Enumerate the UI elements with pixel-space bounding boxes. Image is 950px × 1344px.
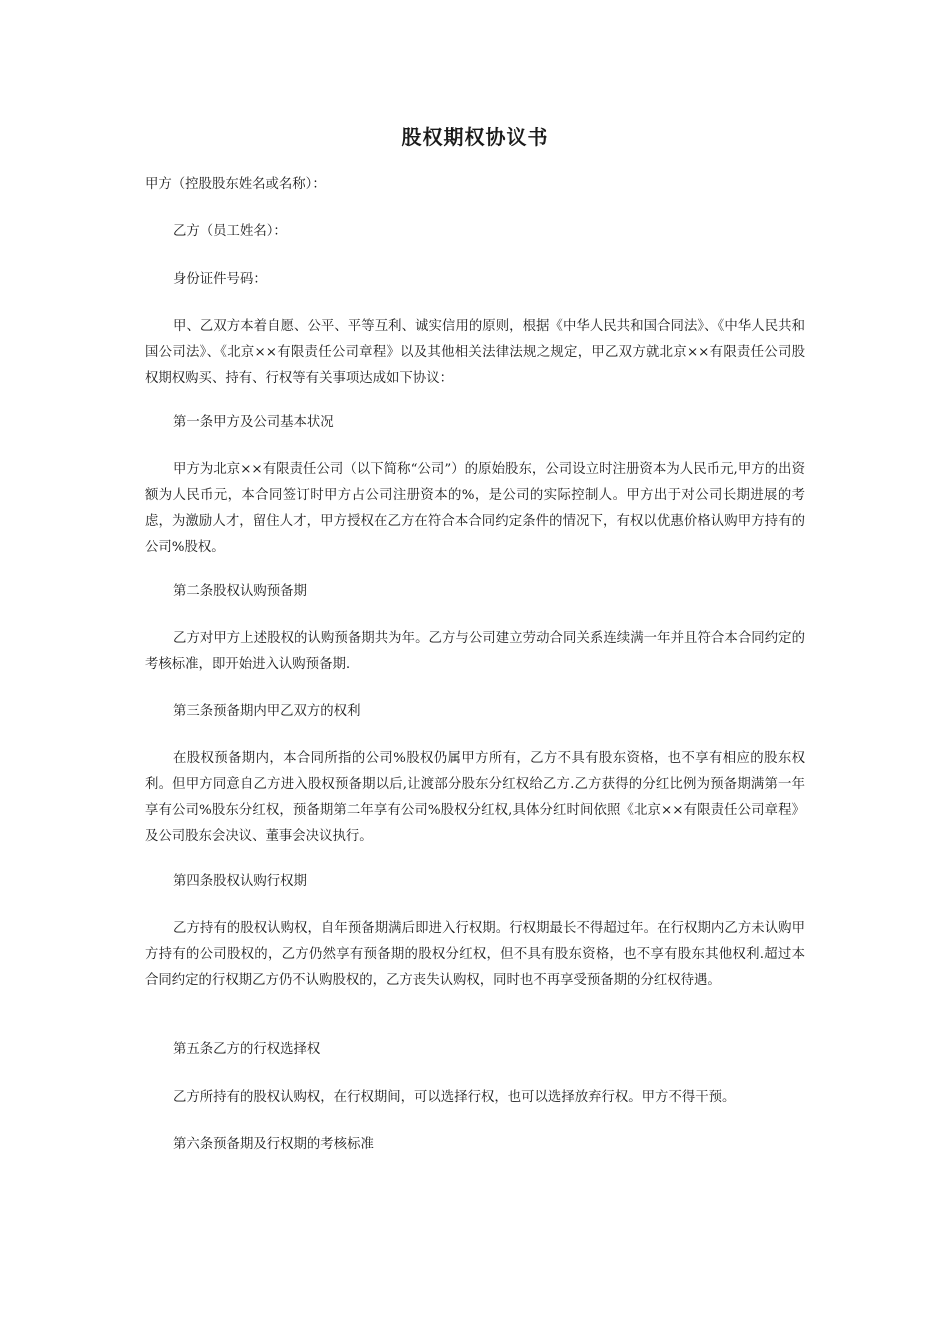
article-4-body: 乙方持有的股权认购权，自年预备期满后即进入行权期。行权期最长不得超过年。在行权期内乙方未认购甲方持有的公司股权的，乙方仍然享有预备期的股权分红权，但不具有股东资格，也不享有股东其他权利.超过本合同约定的行权期乙方仍不认购股权的，乙方丧失认购权，同时也不再享受预备期的分红权待遇。 [145,921,805,988]
article-3-body: 在股权预备期内，本合同所指的公司%股权仍属甲方所有，乙方不具有股东资格，也不享有相应的股东权利。但甲方同意自乙方进入股权预备期以后,让渡部分股东分红权给乙方.乙方获得的分红比例为预备期满第一年享有公司%股东分红权，预备期第二年享有公司%股权分红权,具体分红时间依照《北京××有限责任公司章程》及公司股东会决议、董事会决议执行。 [145,751,805,844]
article-3-heading: 第三条预备期内甲乙双方的权利 [173,704,361,719]
preamble-paragraph: 甲、乙双方本着自愿、公平、平等互利、诚实信用的原则，根据《中华人民共和国合同法》、《中华人民共和国公司法》、《北京××有限责任公司章程》以及其他相关法律法规之规定，甲乙双方就北京××有限责任公司股权期权购买、持有、行权等有关事项达成如下协议： [145,319,805,386]
party-a-line: 甲方（控股股东姓名或名称）： [145,177,326,192]
article-1-body: 甲方为北京××有限责任公司（以下简称“公司”）的原始股东，公司设立时注册资本为人民币元,甲方的出资额为人民币元，本合同签订时甲方占公司注册资本的%，是公司的实际控制人。甲方出于对公司长期进展的考虑，为激励人才，留住人才，甲方授权在乙方在符合本合同约定条件的情况下，有权以优惠价格认购甲方持有的公司%股权。 [145,462,805,555]
party-b-line: 乙方（员工姓名）： [173,224,287,239]
document-title: 股权期权协议书 [401,125,549,149]
article-5-body: 乙方所持有的股权认购权，在行权期间，可以选择行权，也可以选择放弃行权。甲方不得干预。 [173,1090,736,1105]
article-1-heading: 第一条甲方及公司基本状况 [173,415,334,430]
article-2-heading: 第二条股权认购预备期 [173,584,307,599]
id-number-line: 身份证件号码： [173,272,267,287]
article-6-heading: 第六条预备期及行权期的考核标准 [173,1137,374,1152]
article-4-heading: 第四条股权认购行权期 [173,874,307,889]
article-2-body: 乙方对甲方上述股权的认购预备期共为年。乙方与公司建立劳动合同关系连续满一年并且符合本合同约定的考核标准，即开始进入认购预备期. [145,631,805,672]
article-5-heading: 第五条乙方的行权选择权 [173,1042,321,1057]
